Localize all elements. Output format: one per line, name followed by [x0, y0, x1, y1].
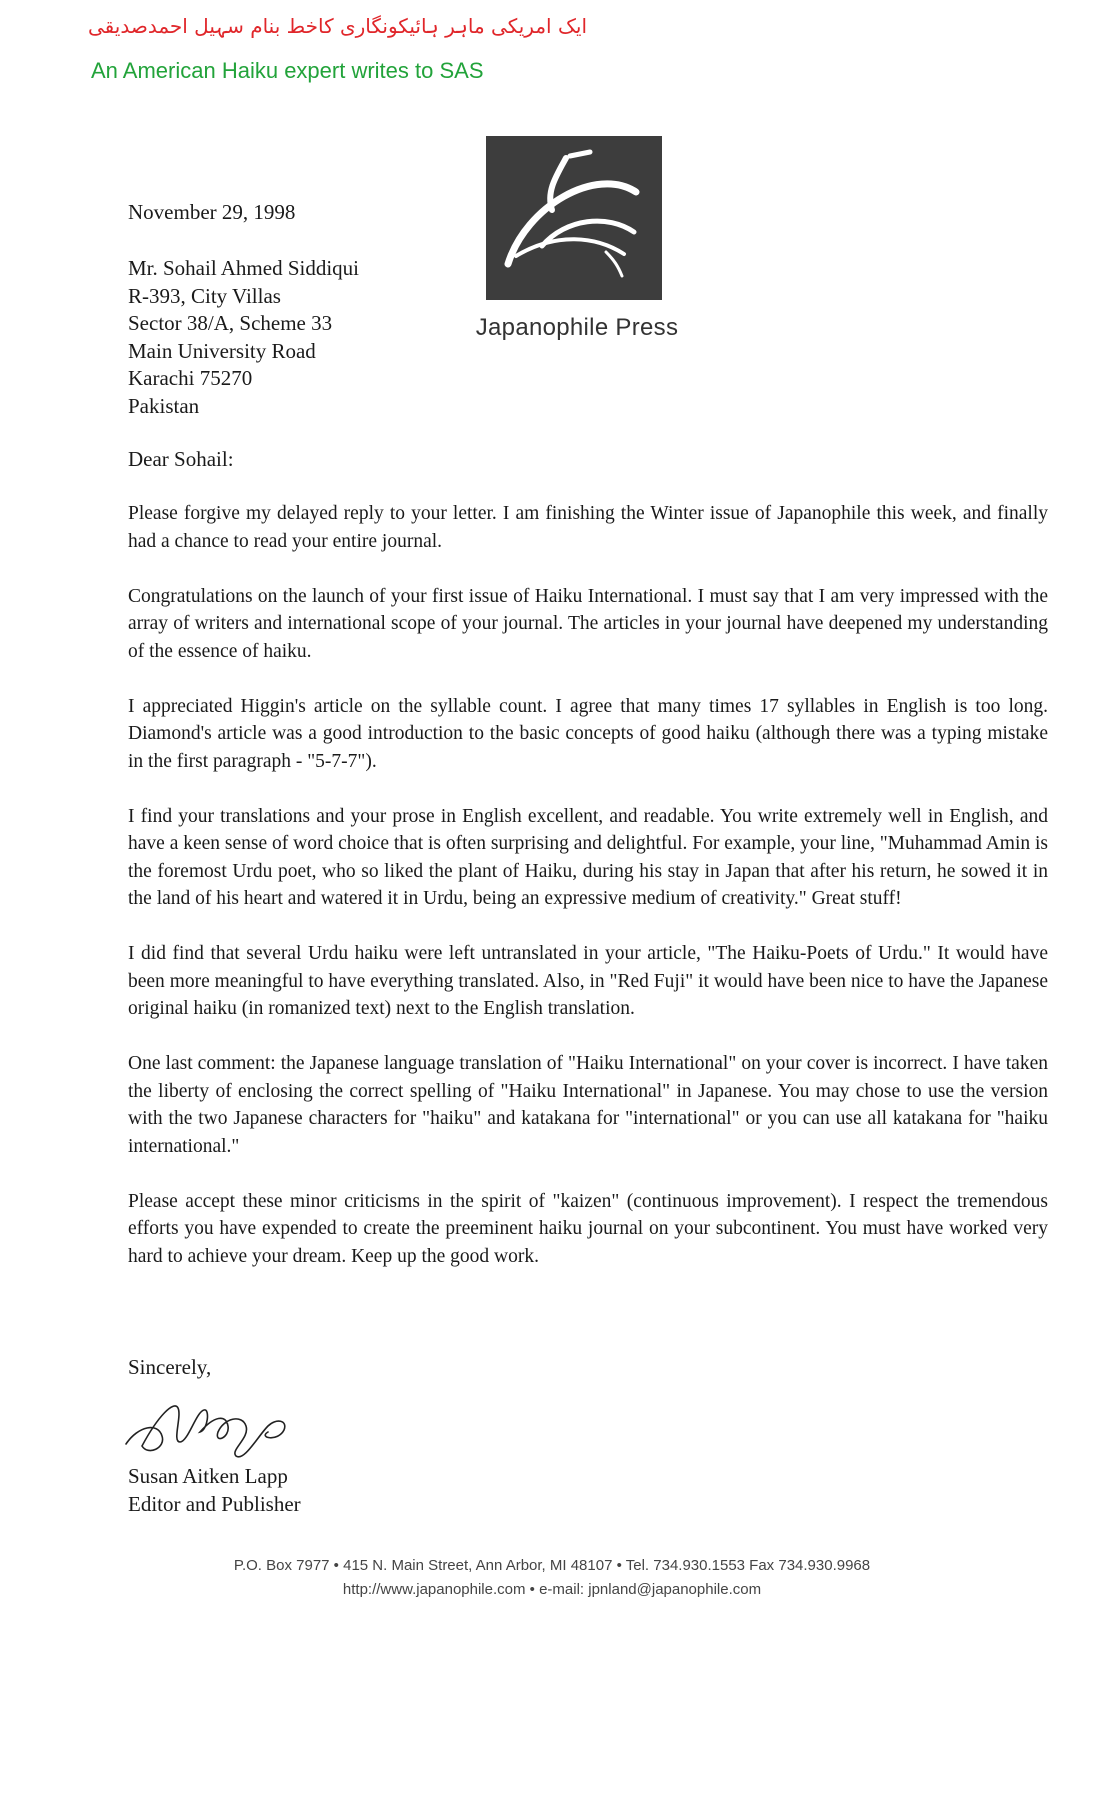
handwritten-signature — [118, 1386, 318, 1466]
paragraph: One last comment: the Japanese language translation of "Haiku International" on your cover is incorrect. I have taken the liberty of enclosing the correct spelling of "Haiku International" in Japanese. You may chose to use the version with the two Japanese characters for "haiku" and katakana for "international" or you can use all katakana for "haiku international." — [128, 1053, 1048, 1157]
footer-address: P.O. Box 7977 • 415 N. Main Street, Ann Arbor, MI 48107 • Tel. 734.930.1553 Fax 734.930.9968 — [233, 1557, 871, 1574]
letter-body — [128, 500, 1048, 1298]
paragraph: I find your translations and your prose in English excellent, and readable. You write extremely well in English, and have a keen sense of word choice that is often surprising and delightful. For example, your line, "Muhammad Amin is the foremost Urdu poet, who so liked the plant of Haiku, during his stay in Japan that after his return, he sowed it in the land of his heart and watered it in Urdu, being an expressive medium of creativity." Great stuff! — [128, 805, 1048, 909]
address-line: Sector 38/A, Scheme 33 — [128, 311, 333, 336]
signer-title: Editor and Publisher — [128, 1492, 301, 1516]
press-name: Japanophile Press — [475, 314, 679, 341]
letterhead-footer — [0, 1554, 1104, 1602]
signer-block — [128, 1462, 301, 1518]
footer-contact: http://www.japanophile.com • e-mail: jpnland@japanophile.com — [342, 1581, 762, 1598]
address-line: Mr. Sohail Ahmed Siddiqui — [128, 256, 360, 280]
english-caption: An American Haiku expert writes to SAS — [91, 58, 484, 83]
recipient-address — [128, 255, 359, 421]
address-line: Pakistan — [128, 393, 200, 418]
salutation: Dear Sohail: — [128, 447, 234, 471]
address-line: Karachi 75270 — [128, 366, 253, 391]
letter-date: November 29, 1998 — [128, 200, 296, 224]
address-line: Main University Road — [128, 338, 316, 363]
paragraph: Congratulations on the launch of your first issue of Haiku International. I must say that I am very impressed with the array of writers and international scope of your journal. The articles in your journal have deepened my understanding of the essence of haiku. — [128, 585, 1048, 662]
crane-logo-icon — [486, 136, 662, 300]
address-line: R-393, City Villas — [128, 283, 281, 308]
closing: Sincerely, — [128, 1355, 212, 1379]
paragraph: Please accept these minor criticisms in the spirit of "kaizen" (continuous improvement). I respect the tremendous efforts you have expended to create the preeminent haiku journal on your subcontinent. You must have worked very hard to achieve your dream. Keep up the good work. — [128, 1190, 1048, 1267]
paragraph: I did find that several Urdu haiku were left untranslated in your article, "The Haiku-Poets of Urdu." It would have been more meaningful to have everything translated. Also, in "Red Fuji" it would have been nice to have the Japanese original haiku (in romanized text) next to the English translation. — [128, 943, 1048, 1019]
signer-name: Susan Aitken Lapp — [128, 1464, 288, 1488]
paragraph: I appreciated Higgin's article on the syllable count. I agree that many times 17 syllables in English is too long. Diamond's article was a good introduction to the basic concepts of good haiku (although there was a typing mistake in the first paragraph - "5-7-7"). — [128, 695, 1048, 772]
paragraph: Please forgive my delayed reply to your letter. I am finishing the Winter issue of Japanophile this week, and finally had a chance to read your entire journal. — [128, 503, 1048, 552]
urdu-caption: ایک امریکی ماہر ہائیکونگاری کاخط بنام سہیل احمدصدیقی — [88, 14, 587, 38]
